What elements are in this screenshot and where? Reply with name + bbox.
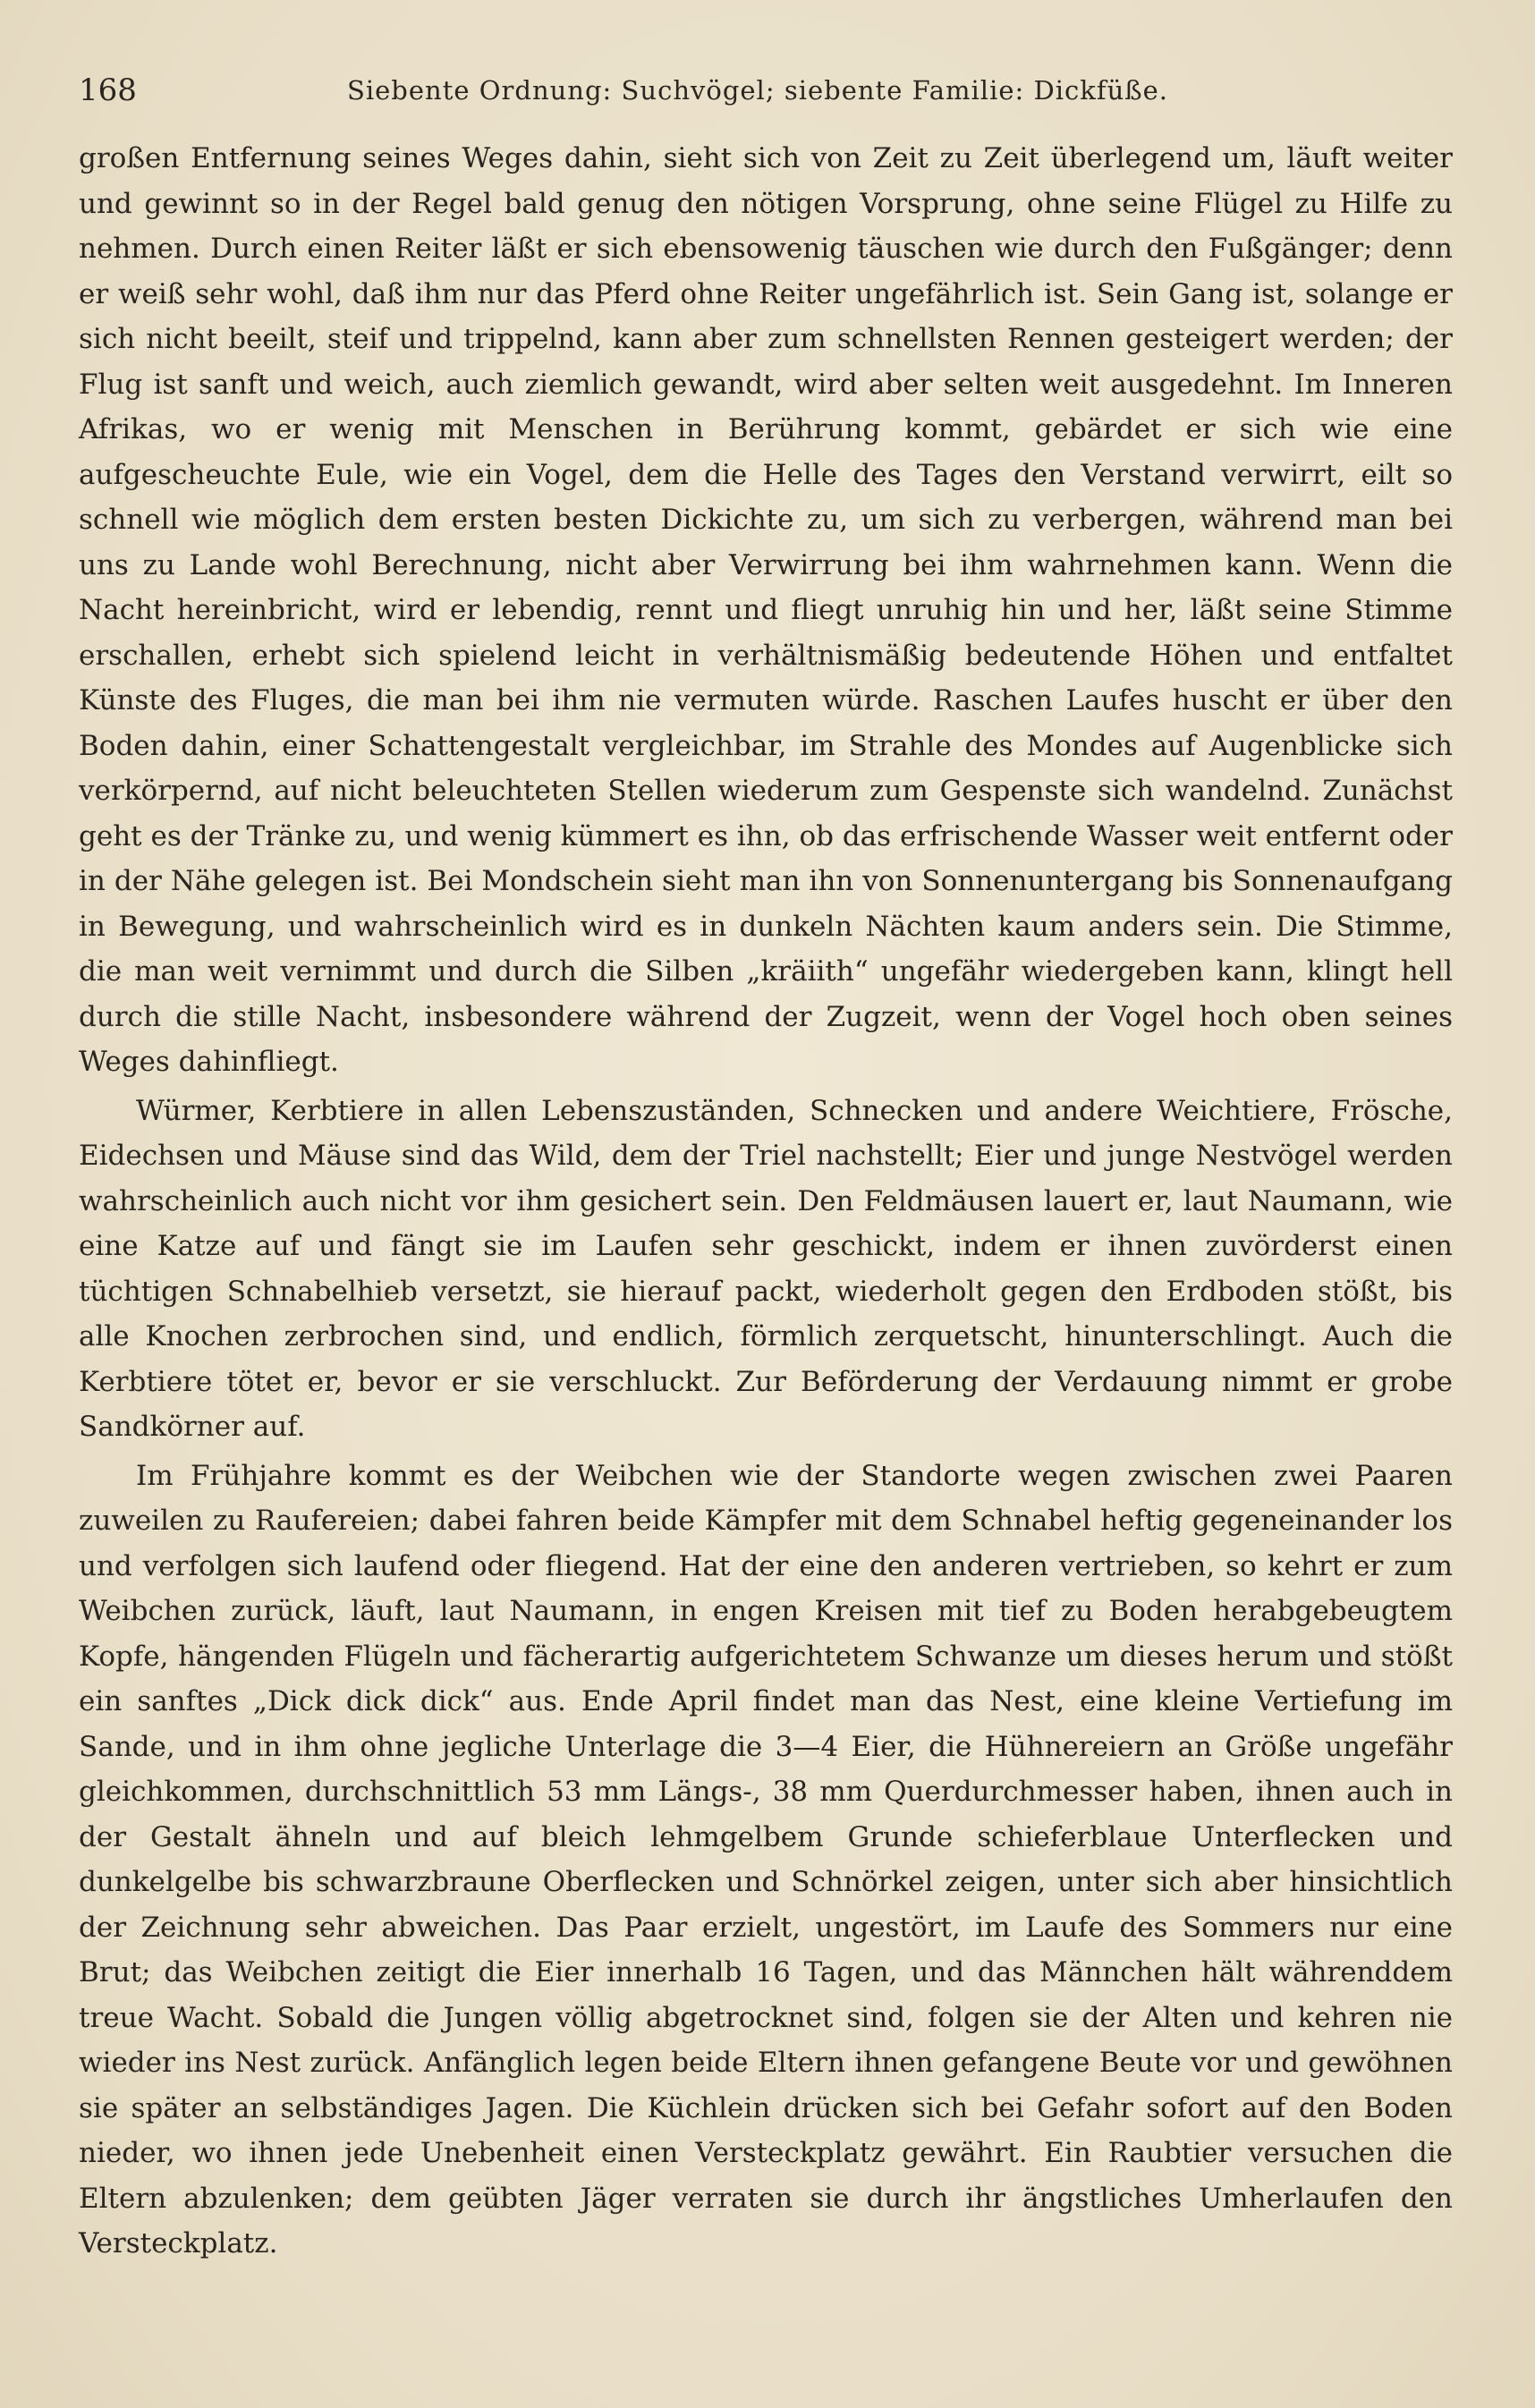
paragraph-3: Im Frühjahre kommt es der Weibchen wie der Standorte wegen zwischen zwei Paaren zuweilen zu Raufereien; dabei fahren beide Kämpfer mit dem Schnabel heftig gegeneinander los und verfolgen sich laufend oder fliegend. Hat der eine den anderen vertrieben, so kehrt er zum Weibchen zurück, läuft, laut Naumann, in engen Kreisen mit tief zu Boden herabgebeugtem Kopfe, hängenden Flügeln und fächerartig aufgerichtetem Schwanze um dieses herum und stößt ein sanftes „Dick dick dick“ aus. Ende April findet man das Nest, eine kleine Vertiefung im Sande, und in ihm ohne jegliche Unterlage die 3—4 Eier, die Hühnereiern an Größe ungefähr gleichkommen, durchschnittlich 53 mm Längs-, 38 mm Querdurchmesser haben, ihnen auch in der Gestalt ähneln und auf bleich lehmgelbem Grunde schieferblaue Unterflecken und dunkelgelbe bis schwarzbraune Oberflecken und Schnörkel zeigen, unter sich aber hinsichtlich der Zeichnung sehr abweichen. Das Paar erzielt, ungestört, im Laufe des Sommers nur eine Brut; das Weibchen zeitigt die Eier innerhalb 16 Tagen, und das Männchen hält währenddem treue Wacht. Sobald die Jungen völlig abgetrocknet sind, folgen sie der Alten und kehren nie wieder ins Nest zurück. Anfänglich legen beide Eltern ihnen gefangene Beute vor und gewöhnen sie später an selbständiges Jagen. Die Küchlein drücken sich bei Gefahr sofort auf den Boden nieder, wo ihnen jede Unebenheit einen Versteckplatz gewährt. Ein Raubtier versuchen die Eltern abzulenken; dem geübten Jäger verraten sie durch ihr ängstliches Umherlaufen den Versteckplatz. <box>79 1459 1453 2260</box>
paragraph-2: Würmer, Kerbtiere in allen Lebenszuständen, Schnecken und andere Weichtiere, Frösche, Eidechsen und Mäuse sind das Wild, dem der Triel nachstellt; Eier und junge Nestvögel werden wahrscheinlich auch nicht vor ihm gesichert sein. Den Feldmäusen lauert er, laut Naumann, wie eine Katze auf und fängt sie im Laufen sehr geschickt, indem er ihnen zuvörderst einen tüchtigen Schnabelhieb versetzt, sie hierauf packt, wiederholt gegen den Erdboden stößt, bis alle Knochen zerbrochen sind, und endlich, förmlich zerquetscht, hinunterschlingt. Auch die Kerbtiere tötet er, bevor er sie verschluckt. Zur Beförderung der Verdauung nimmt er grobe Sandkörner auf. <box>79 1094 1453 1443</box>
body-text <box>79 136 1453 2267</box>
page-header <box>79 70 1474 111</box>
running-head: Siebente Ordnung: Suchvögel; siebente Familie: Dickfüße. <box>347 75 1168 106</box>
paragraph-1: großen Entfernung seines Weges dahin, sieht sich von Zeit zu Zeit überlegend um, läuft weiter und gewinnt so in der Regel bald genug den nötigen Vorsprung, ohne seine Flügel zu Hilfe zu nehmen. Durch einen Reiter läßt er sich ebensowenig täuschen wie durch den Fußgänger; denn er weiß sehr wohl, daß ihm nur das Pferd ohne Reiter ungefährlich ist. Sein Gang ist, solange er sich nicht beeilt, steif und trippelnd, kann aber zum schnellsten Rennen gesteigert werden; der Flug ist sanft und weich, auch ziemlich gewandt, wird aber selten weit ausgedehnt. Im Inneren Afrikas, wo er wenig mit Menschen in Berührung kommt, gebärdet er sich wie eine aufgescheuchte Eule, wie ein Vogel, dem die Helle des Tages den Verstand verwirrt, eilt so schnell wie möglich dem ersten besten Dickichte zu, um sich zu verbergen, während man bei uns zu Lande wohl Berechnung, nicht aber Verwirrung bei ihm wahrnehmen kann. Wenn die Nacht hereinbricht, wird er lebendig, rennt und fliegt unruhig hin und her, läßt seine Stimme erschallen, erhebt sich spielend leicht in verhältnismäßig bedeutende Höhen und entfaltet Künste des Fluges, die man bei ihm nie vermuten würde. Raschen Laufes huscht er über den Boden dahin, einer Schattengestalt vergleichbar, im Strahle des Mondes auf Augenblicke sich verkörpernd, auf nicht beleuchteten Stellen wiederum zum Gespenste sich wandelnd. Zunächst geht es der Tränke zu, und wenig kümmert es ihn, ob das erfrischende Wasser weit entfernt oder in der Nähe gelegen ist. Bei Mondschein sieht man ihn von Sonnenuntergang bis Sonnenaufgang in Bewegung, und wahrscheinlich wird es in dunkeln Nächten kaum anders sein. Die Stimme, die man weit vernimmt und durch die Silben „kräiith“ ungefähr wiedergeben kann, klingt hell durch die stille Nacht, insbesondere während der Zugzeit, wenn der Vogel hoch oben seines Weges dahinfliegt. <box>79 142 1453 1078</box>
page-number: 168 <box>79 72 137 108</box>
